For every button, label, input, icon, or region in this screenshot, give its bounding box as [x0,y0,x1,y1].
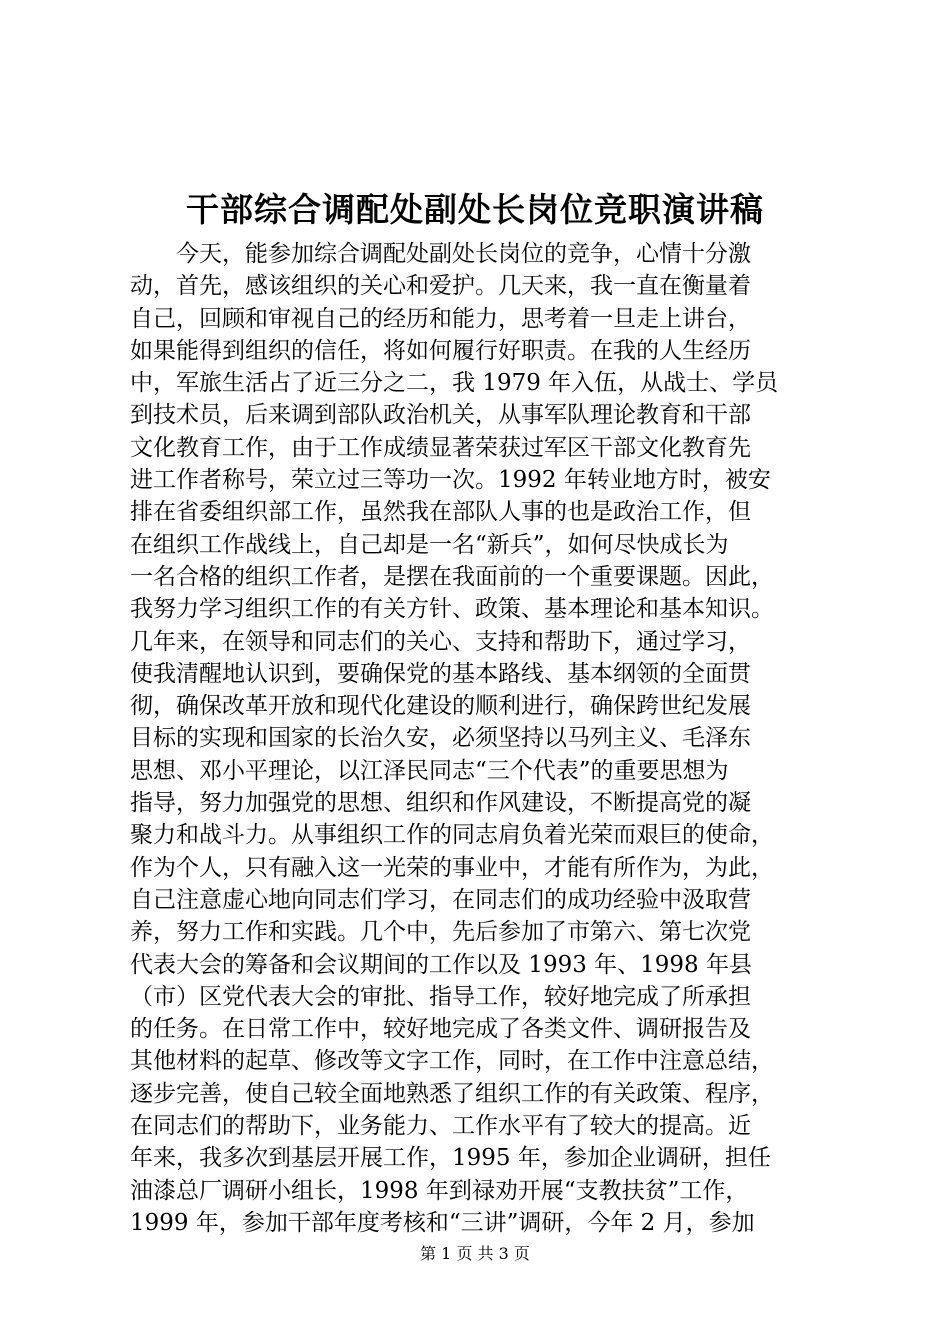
body-text-line: 几年来，在领导和同志们的关心、支持和帮助下，通过学习， [130,628,751,655]
body-text-line: 文化教育工作，由于工作成绩显著荣获过军区干部文化教育先 [130,434,751,461]
body-text-line: 逐步完善，使自己较全面地熟悉了组织工作的有关政策、程序， [130,1080,774,1107]
body-text-line: 今天，能参加综合调配处副处长岗位的竞争，心情十分激 [130,241,751,267]
body-text-line: 进工作者称号，荣立过三等功一次。1992 年转业地方时，被安 [130,467,771,494]
body-text-line: 年来，我多次到基层开展工作，1995 年，参加企业调研，担任 [130,1145,771,1172]
body-text-line: 的任务。在日常工作中，较好地完成了各类文件、调研报告及 [130,1016,751,1043]
body-text-line: 1999 年，参加干部年度考核和“三讲”调研，今年 2 月，参加 [130,1209,755,1236]
page-footer: 第 1 页 共 3 页 [420,1244,530,1263]
body-text-line: 使我清醒地认识到，要确保党的基本路线、基本纲领的全面贯 [130,660,751,687]
body-text-line: 自己注意虚心地向同志们学习，在同志们的成功经验中汲取营 [130,886,751,913]
body-text-line: 在同志们的帮助下，业务能力、工作水平有了较大的提高。近 [130,1113,751,1140]
body-text-line: 思想、邓小平理论，以江泽民同志“三个代表”的重要思想为 [130,757,729,784]
body-text-line: 自己，回顾和审视自己的经历和能力，思考着一旦走上讲台， [130,305,751,332]
body-text-line: 其他材料的起草、修改等文字工作，同时，在工作中注意总结， [130,1048,774,1075]
body-text-line: 在组织工作战线上，自己却是一名“新兵”，如何尽快成长为 [130,531,729,558]
body-text-line: 到技术员，后来调到部队政治机关，从事军队理论教育和干部 [130,402,751,429]
body-text-line: 彻，确保改革开放和现代化建设的顺利进行，确保跨世纪发展 [130,693,751,720]
body-text-line: 养，努力工作和实践。几个中，先后参加了市第六、第七次党 [130,919,751,946]
body-text-line: 我努力学习组织工作的有关方针、政策、基本理论和基本知识。 [130,596,774,623]
body-text-line: 指导，努力加强党的思想、组织和作风建设，不断提高党的凝 [130,790,751,817]
body-text-line: （市）区党代表大会的审批、指导工作，较好地完成了所承担 [130,983,751,1010]
body-text-line: 油漆总厂调研小组长，1998 年到禄劝开展“支教扶贫”工作， [130,1177,749,1204]
document-body [130,238,830,1239]
body-text-line: 目标的实现和国家的长治久安，必须坚持以马列主义、毛泽东 [130,725,751,752]
document-title: 干部综合调配处副处长岗位竞职演讲稿 [186,190,764,229]
body-text-line: 动，首先，感该组织的关心和爱护。几天来，我一直在衡量着 [130,273,751,300]
body-text-line: 如果能得到组织的信任，将如何履行好职责。在我的人生经历 [130,337,751,364]
body-text-line: 代表大会的筹备和会议期间的工作以及 1993 年、1998 年县 [130,951,752,978]
body-text-line: 聚力和战斗力。从事组织工作的同志肩负着光荣而艰巨的使命， [130,822,774,849]
body-text-line: 作为个人，只有融入这一光荣的事业中，才能有所作为，为此， [130,854,774,881]
body-text-line: 一名合格的组织工作者，是摆在我面前的一个重要课题。因此， [130,563,774,590]
body-text-line: 中，军旅生活占了近三分之二，我 1979 年入伍，从战士、学员 [130,370,779,397]
body-text-line: 排在省委组织部工作，虽然我在部队人事的也是政治工作，但 [130,499,751,526]
